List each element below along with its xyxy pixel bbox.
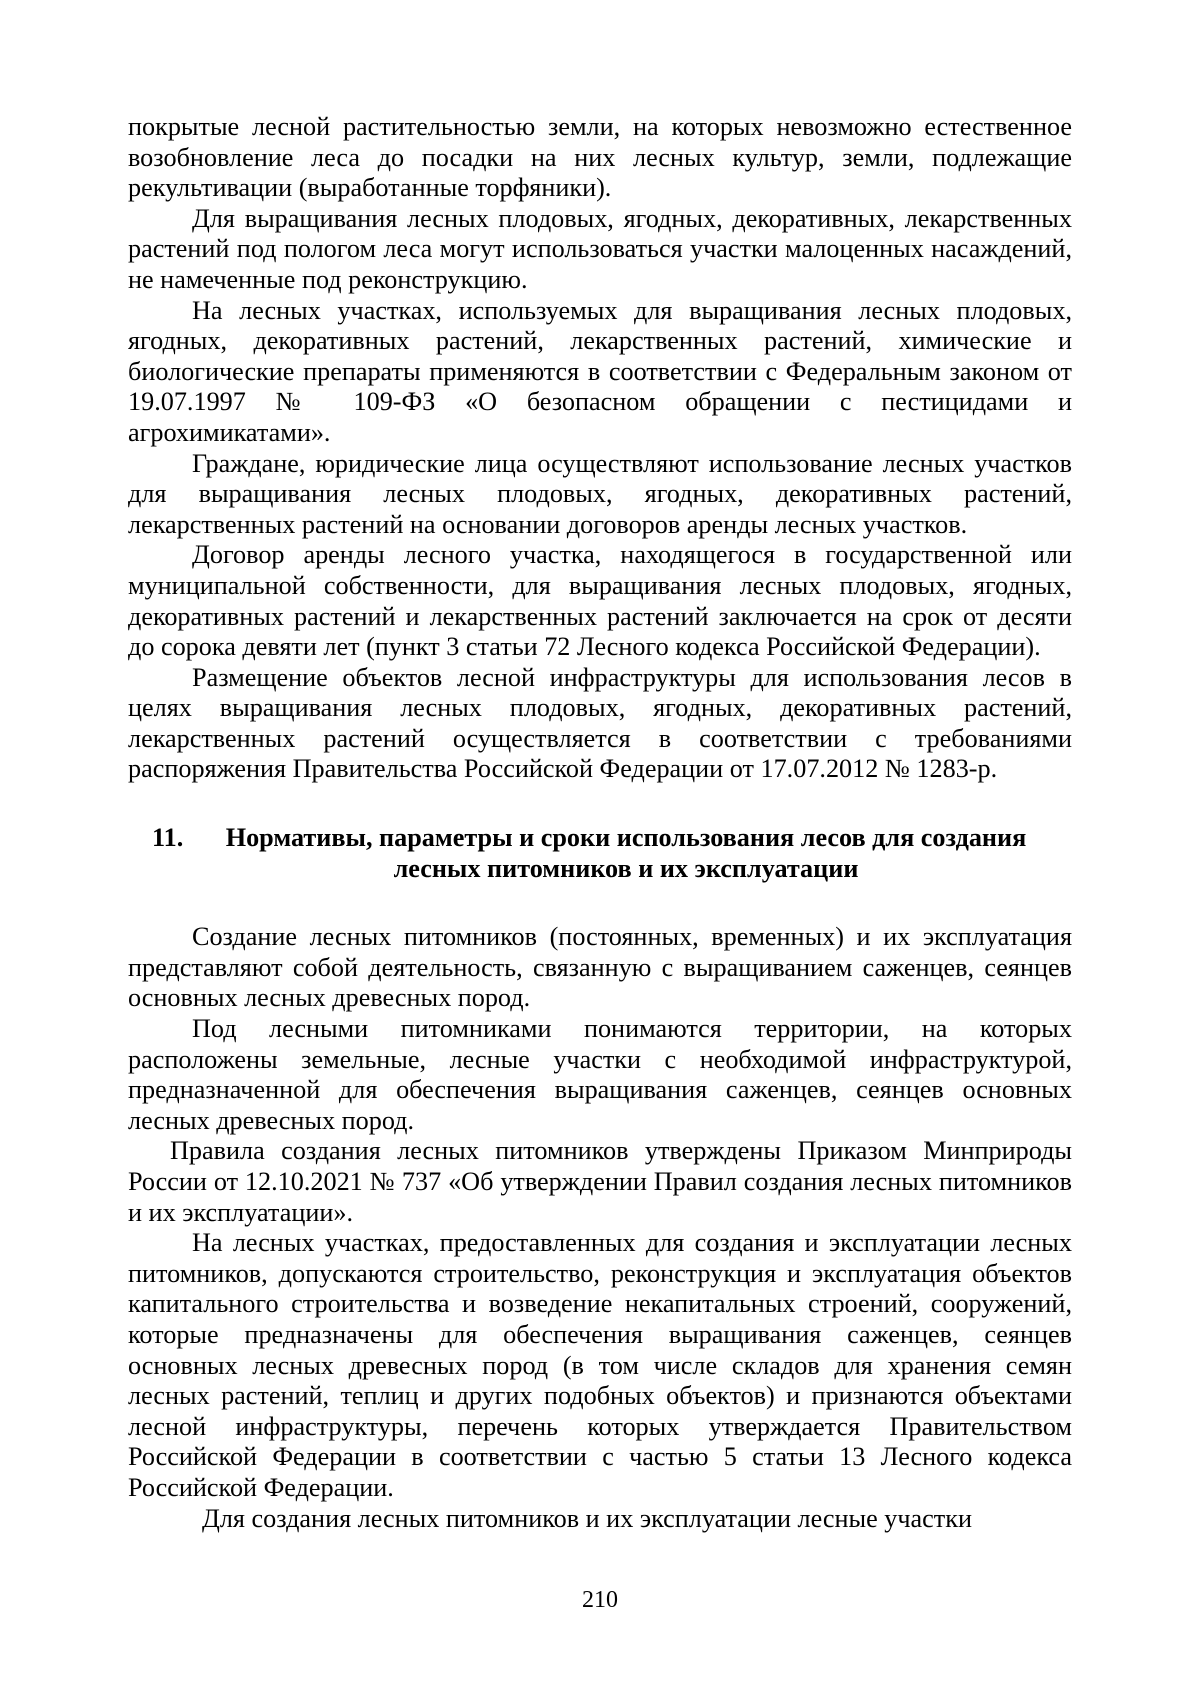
paragraph: Правила создания лесных питомников утверждены Приказом Минприроды России от 12.10.2021 № 737 «Об утверждении Правил создания лесных питомников и их эксплуатации». [128,1136,1072,1227]
paragraph: Договор аренды лесного участка, находящегося в государственной или муниципальной собственности, для выращивания лесных плодовых, ягодных, декоративных растений и лекарственных растений заключается на срок от десяти до сорока девяти лет (пункт 3 статьи 72 Лесного кодекса Российской Федерации). [128,540,1072,662]
section-number: 11. [152,823,184,853]
paragraph: Размещение объектов лесной инфраструктуры для использования лесов в целях выращивания лесных плодовых, ягодных, декоративных растений, лекарственных растений осуществляется в соответствии с требованиями распоряжения Правительства Российской Федерации от 17.07.2012 № 1283-р. [128,662,1072,784]
section-title: Нормативы, параметры и сроки использования лесов для создания лесных питомников и их эксплуатации [225,823,1027,883]
paragraph: Граждане, юридические лица осуществляют использование лесных участков для выращивания лесных плодовых, ягодных, декоративных растений, лекарственных растений на основании договоров аренды лесных участков. [128,448,1072,539]
section-heading [128,823,1072,884]
paragraph: Создание лесных питомников (постоянных, временных) и их эксплуатация представляют собой деятельность, связанную с выращиванием саженцев, сеянцев основных лесных древесных пород. [128,922,1072,1013]
paragraph: На лесных участках, предоставленных для создания и эксплуатации лесных питомников, допускаются строительство, реконструкция и эксплуатация объектов капитального строительства и возведение некапитальных строений, сооружений, которые предназначены для обеспечения выращивания саженцев, сеянцев основных лесных древесных пород (в том числе складов для хранения семян лесных растений, теплиц и других подобных объектов) и признаются объектами лесной инфраструктуры, перечень которых утверждается Правительством Российской Федерации в соответствии с частью 5 статьи 13 Лесного кодекса Российской Федерации. [128,1228,1072,1502]
document-page [128,112,1072,1582]
paragraph: На лесных участках, используемых для выращивания лесных плодовых, ягодных, декоративных растений, лекарственных растений, химические и биологические препараты применяются в соответствии с Федеральным законом от 19.07.1997 № 109-ФЗ «О безопасном обращении с пестицидами и агрохимикатами». [128,295,1072,447]
page-number: 210 [582,1587,618,1613]
paragraph: Для создания лесных питомников и их эксплуатации лесные участки [202,1503,972,1533]
paragraph: покрытые лесной растительностью земли, на которых невозможно естественное возобновление леса до посадки на них лесных культур, земли, подлежащие рекультивации (выработанные торфяники). [128,112,1072,203]
paragraph: Для выращивания лесных плодовых, ягодных, декоративных, лекарственных растений под пологом леса могут использоваться участки малоценных насаждений, не намеченные под реконструкцию. [128,203,1072,294]
paragraph: Под лесными питомниками понимаются территории, на которых расположены земельные, лесные участки с необходимой инфраструктурой, предназначенной для обеспечения выращивания саженцев, сеянцев основных лесных древесных пород. [128,1014,1072,1135]
